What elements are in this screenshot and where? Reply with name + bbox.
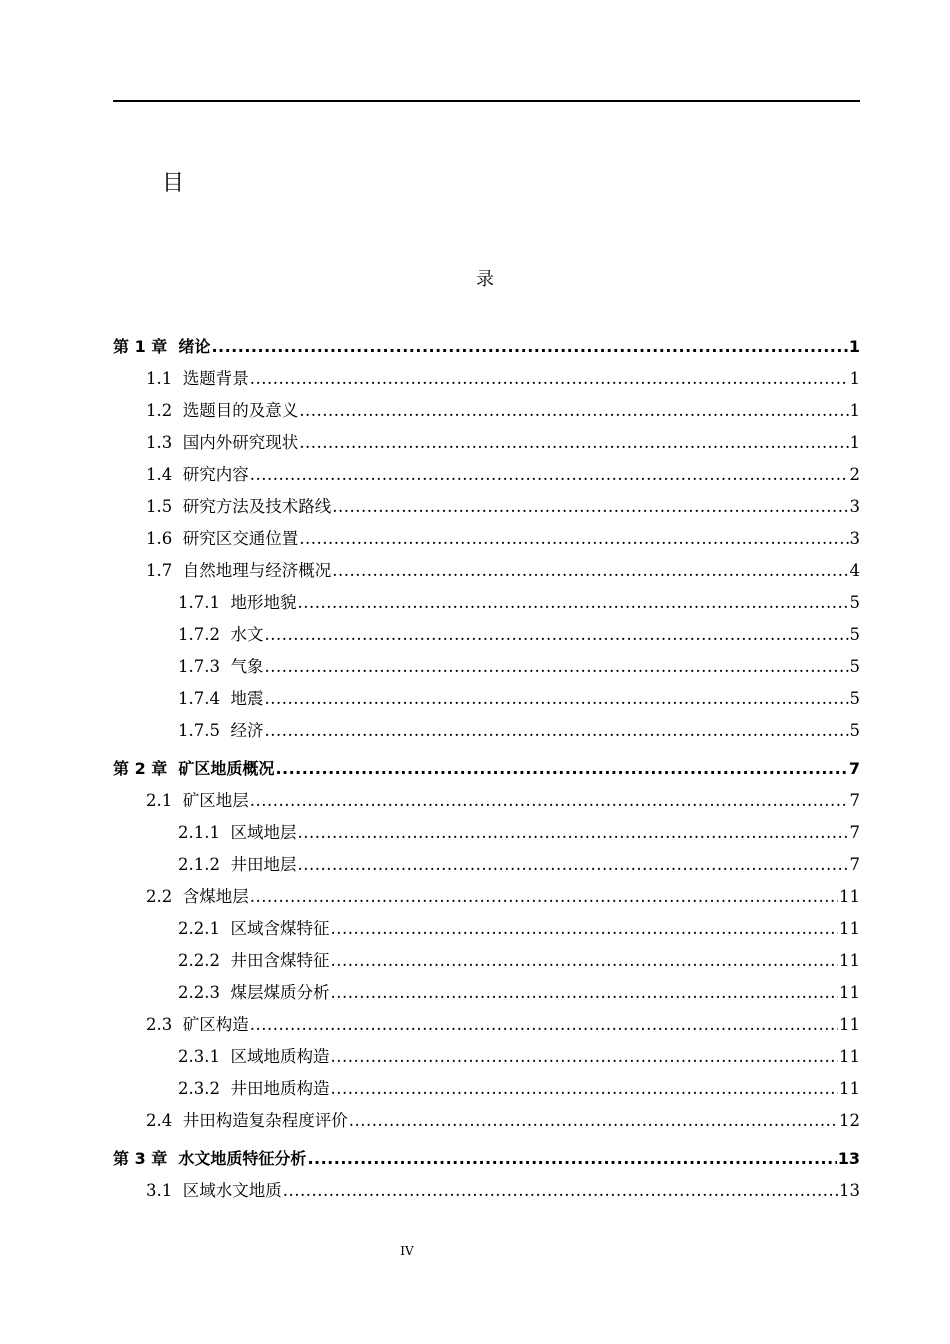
toc-section-entry[interactable] [113, 363, 860, 395]
toc-dot-leader [349, 1105, 838, 1137]
toc-dot-leader [264, 715, 848, 747]
toc-dot-leader [297, 587, 848, 619]
toc-entry-number: 1.1 [146, 369, 173, 388]
toc-entry-number: 第 2 章 [113, 759, 168, 778]
toc-entry-number: 2.3 [146, 1015, 173, 1034]
toc-dot-leader [307, 1143, 836, 1175]
toc-entry-number: 第 3 章 [113, 1149, 168, 1168]
toc-section-entry[interactable] [113, 683, 860, 715]
toc-entry-title: 井田地质构造 [230, 1079, 330, 1098]
toc-section-entry[interactable] [113, 619, 860, 651]
toc-section-entry[interactable] [113, 491, 860, 523]
toc-section-entry[interactable] [113, 1175, 860, 1207]
toc-entry-title: 井田构造复杂程度评价 [182, 1111, 348, 1130]
toc-entry-number: 第 1 章 [113, 337, 168, 356]
toc-dot-leader [211, 331, 847, 363]
toc-entry-number: 2.1.2 [178, 855, 220, 874]
toc-dot-leader [250, 785, 849, 817]
toc-section-entry[interactable] [113, 785, 860, 817]
toc-dot-leader [330, 1073, 838, 1105]
toc-section-entry[interactable] [113, 651, 860, 683]
toc-entry-number: 2.2 [146, 887, 173, 906]
toc-entry-number: 1.7.1 [178, 593, 220, 612]
toc-entry-title: 自然地理与经济概况 [182, 561, 332, 580]
toc-chapter-entry[interactable] [113, 1143, 860, 1175]
toc-entry-page: 3 [849, 529, 860, 548]
toc-dot-leader [250, 459, 849, 491]
toc-entry-page: 11 [839, 951, 860, 970]
toc-entry-number: 1.2 [146, 401, 173, 420]
toc-entry-page: 1 [848, 337, 860, 356]
toc-entry-number: 1.6 [146, 529, 173, 548]
toc-entry-page: 11 [839, 983, 860, 1002]
toc-section-entry[interactable] [113, 881, 860, 913]
toc-entry-title: 选题目的及意义 [182, 401, 299, 420]
toc-dot-leader [250, 881, 838, 913]
toc-entry-number: 1.3 [146, 433, 173, 452]
toc-entry-title: 经济 [230, 721, 264, 740]
toc-entry-page: 11 [839, 919, 860, 938]
toc-entry-number: 1.7.5 [178, 721, 220, 740]
toc-title-part-2: 录 [476, 269, 494, 290]
toc-section-entry[interactable] [113, 459, 860, 491]
toc-entry-title: 气象 [230, 657, 264, 676]
toc-entry-title: 井田含煤特征 [230, 951, 330, 970]
toc-entry-title: 区域含煤特征 [230, 919, 330, 938]
toc-entry-title: 绪论 [178, 337, 211, 356]
toc-entry-title: 水文地质特征分析 [178, 1149, 307, 1168]
toc-dot-leader [332, 491, 848, 523]
toc-section-entry[interactable] [113, 427, 860, 459]
toc-entry-title: 研究区交通位置 [182, 529, 299, 548]
toc-entry-title: 矿区地质概况 [178, 759, 275, 778]
toc-entry-title: 含煤地层 [182, 887, 249, 906]
toc-entry-number: 1.7.3 [178, 657, 220, 676]
toc-dot-leader [299, 523, 848, 555]
toc-entry-title: 水文 [230, 625, 264, 644]
toc-entry-number: 1.7.2 [178, 625, 220, 644]
toc-dot-leader [250, 363, 849, 395]
toc-dot-leader [275, 753, 847, 785]
header-rule [113, 100, 860, 102]
toc-dot-leader [264, 683, 848, 715]
toc-entry-number: 1.7.4 [178, 689, 220, 708]
toc-entry-number: 2.3.2 [178, 1079, 220, 1098]
toc-entry-page: 1 [849, 369, 860, 388]
toc-dot-leader [330, 913, 838, 945]
toc-entry-title: 煤层煤质分析 [230, 983, 330, 1002]
toc-section-entry[interactable] [113, 1009, 860, 1041]
toc-entry-page: 1 [849, 401, 860, 420]
toc-section-entry[interactable] [113, 1105, 860, 1137]
toc-dot-leader [283, 1175, 838, 1207]
toc-entry-number: 2.3.1 [178, 1047, 220, 1066]
toc-section-entry[interactable] [113, 1073, 860, 1105]
toc-section-entry[interactable] [113, 913, 860, 945]
toc-entry-page: 11 [839, 1015, 860, 1034]
toc-section-entry[interactable] [113, 945, 860, 977]
table-of-contents [113, 331, 860, 1207]
toc-section-entry[interactable] [113, 849, 860, 881]
toc-entry-title: 区域地质构造 [230, 1047, 330, 1066]
toc-entry-number: 3.1 [146, 1181, 173, 1200]
toc-entry-title: 地形地貌 [230, 593, 297, 612]
toc-entry-number: 2.2.2 [178, 951, 220, 970]
toc-section-entry[interactable] [113, 977, 860, 1009]
toc-dot-leader [332, 555, 848, 587]
toc-dot-leader [299, 395, 848, 427]
toc-entry-page: 7 [849, 791, 860, 810]
toc-dot-leader [299, 427, 848, 459]
toc-entry-number: 2.2.1 [178, 919, 220, 938]
toc-entry-title: 井田地层 [230, 855, 297, 874]
toc-dot-leader [297, 849, 848, 881]
toc-entry-page: 5 [849, 721, 860, 740]
toc-dot-leader [250, 1009, 838, 1041]
toc-section-entry[interactable] [113, 1041, 860, 1073]
toc-section-entry[interactable] [113, 555, 860, 587]
toc-entry-number: 2.2.3 [178, 983, 220, 1002]
toc-entry-page: 13 [839, 1181, 860, 1200]
toc-chapter-entry[interactable] [113, 331, 860, 363]
toc-dot-leader [264, 619, 848, 651]
toc-chapter-entry[interactable] [113, 753, 860, 785]
toc-entry-title: 研究方法及技术路线 [182, 497, 332, 516]
toc-entry-page: 11 [839, 1079, 860, 1098]
toc-entry-title: 区域地层 [230, 823, 297, 842]
toc-entry-title: 国内外研究现状 [182, 433, 299, 452]
page-number: IV [400, 1244, 414, 1258]
toc-entry-number: 1.7 [146, 561, 173, 580]
toc-entry-page: 5 [849, 593, 860, 612]
toc-entry-page: 5 [849, 657, 860, 676]
toc-entry-number: 2.1 [146, 791, 173, 810]
toc-entry-page: 2 [849, 465, 860, 484]
toc-entry-title: 选题背景 [182, 369, 249, 388]
toc-entry-title: 区域水文地质 [182, 1181, 282, 1200]
toc-dot-leader [330, 1041, 838, 1073]
toc-entry-page: 1 [849, 433, 860, 452]
toc-entry-page: 3 [849, 497, 860, 516]
toc-entry-number: 2.1.1 [178, 823, 220, 842]
toc-entry-number: 1.5 [146, 497, 173, 516]
toc-section-entry[interactable] [113, 395, 860, 427]
toc-section-entry[interactable] [113, 715, 860, 747]
toc-entry-page: 11 [839, 1047, 860, 1066]
toc-dot-leader [264, 651, 848, 683]
toc-entry-page: 12 [839, 1111, 860, 1130]
toc-dot-leader [330, 977, 838, 1009]
toc-dot-leader [297, 817, 848, 849]
toc-entry-page: 5 [849, 689, 860, 708]
toc-entry-page: 11 [839, 887, 860, 906]
toc-entry-page: 13 [837, 1149, 860, 1168]
toc-dot-leader [330, 945, 838, 977]
toc-entry-number: 2.4 [146, 1111, 173, 1130]
toc-entry-page: 4 [849, 561, 860, 580]
toc-entry-title: 矿区地层 [182, 791, 249, 810]
toc-entry-title: 研究内容 [182, 465, 249, 484]
toc-section-entry[interactable] [113, 587, 860, 619]
toc-entry-page: 7 [849, 855, 860, 874]
toc-entry-title: 地震 [230, 689, 264, 708]
toc-entry-title: 矿区构造 [182, 1015, 249, 1034]
toc-entry-page: 7 [848, 759, 860, 778]
toc-title-part-1: 目 [162, 171, 185, 196]
toc-entry-number: 1.4 [146, 465, 173, 484]
toc-section-entry[interactable] [113, 817, 860, 849]
toc-entry-page: 7 [849, 823, 860, 842]
toc-entry-page: 5 [849, 625, 860, 644]
toc-section-entry[interactable] [113, 523, 860, 555]
